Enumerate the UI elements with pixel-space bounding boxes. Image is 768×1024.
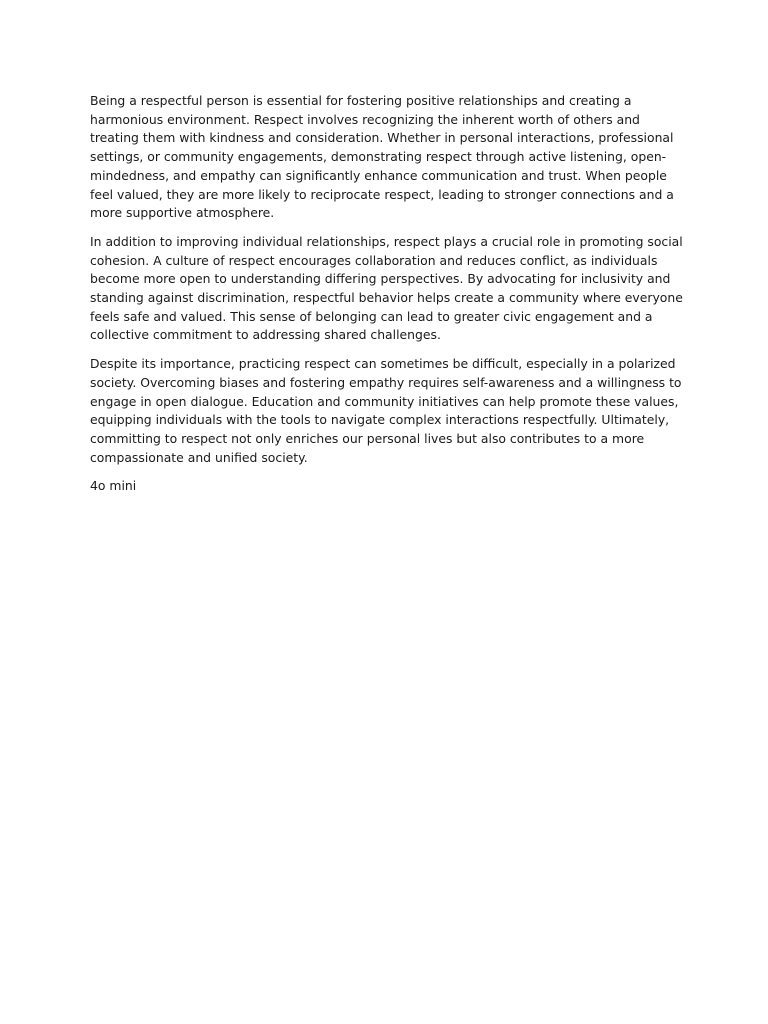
paragraph-1: Being a respectful person is essential for fostering positive relationships and creating a harmonious environment. Respect involves recognizing the inherent worth of others and treating them with kindness and consideration. Whether in personal interactions, professional settings, or community engagements, demonstrating respect through active listening, open-mindedness, and empathy can significantly enhance communication and trust. When people feel valued, they are more likely to reciprocate respect, leading to stronger connections and a more supportive atmosphere. (90, 93, 674, 221)
paragraph-3: Despite its importance, practicing respect can sometimes be difficult, especially in a polarized society. Overcoming biases and fostering empathy requires self-awareness and a willingness to engage in open dialogue. Education and community initiatives can help promote these values, equipping individuals with the tools to navigate complex interactions respectfully. Ultimately, committing to respect not only enriches our personal lives but also contributes to a more compassionate and unified society. (90, 356, 682, 465)
document-body (90, 92, 686, 496)
paragraph-2: In addition to improving individual relationships, respect plays a crucial role in promoting social cohesion. A culture of respect encourages collaboration and reduces conflict, as individuals become more open to understanding differing perspectives. By advocating for inclusivity and standing against discrimination, respectful behavior helps create a community where everyone feels safe and valued. This sense of belonging can lead to greater civic engagement and a collective commitment to addressing shared challenges. (90, 233, 683, 343)
model-label: 4o mini (90, 478, 137, 494)
